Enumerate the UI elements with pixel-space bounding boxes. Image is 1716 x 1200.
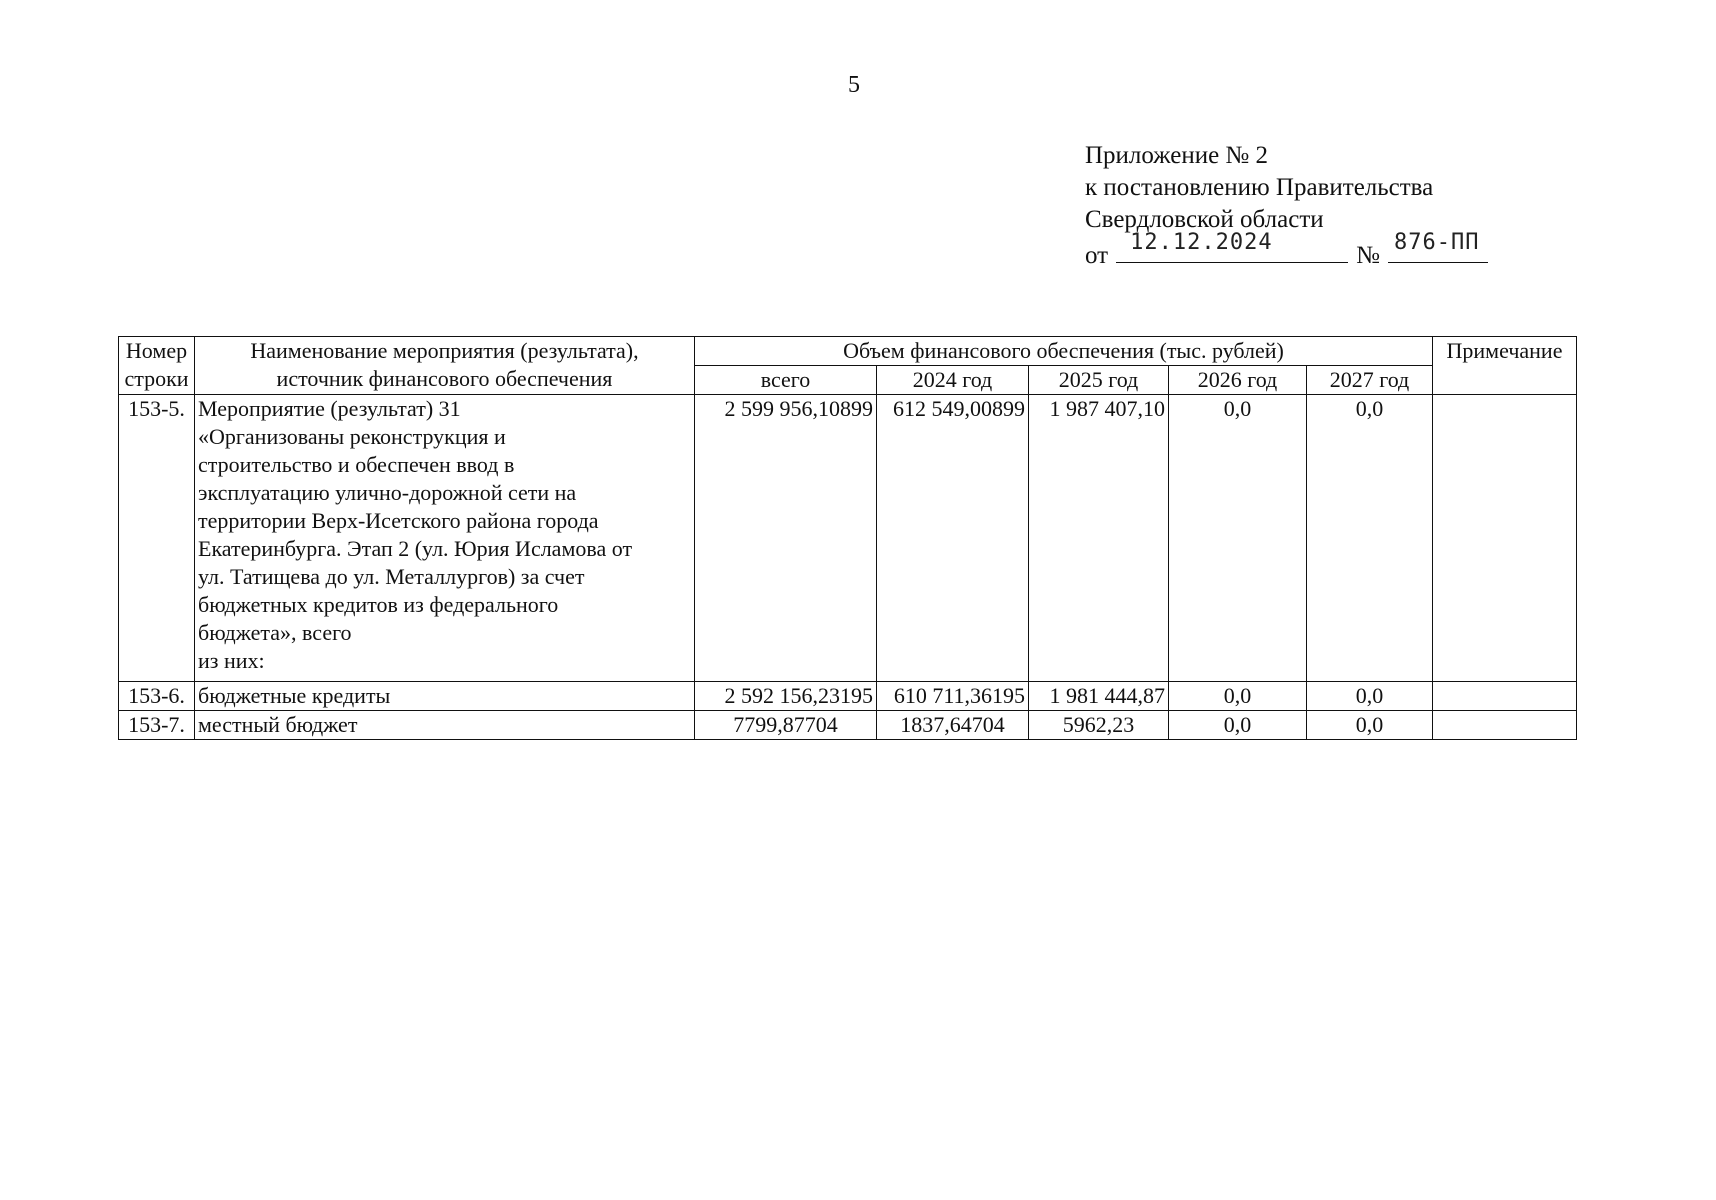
total-cell: 2 599 956,10899 bbox=[695, 395, 877, 682]
appendix-date-number-line bbox=[1085, 230, 1488, 272]
y2024-cell: 612 549,00899 bbox=[877, 395, 1029, 682]
header-2027: 2027 год bbox=[1307, 366, 1433, 395]
table-row bbox=[119, 395, 1577, 682]
name-line: Екатеринбурга. Этап 2 (ул. Юрия Исламова от bbox=[198, 536, 633, 561]
y2025-cell: 5962,23 bbox=[1029, 711, 1169, 740]
name-line: «Организованы реконструкция и bbox=[198, 424, 506, 449]
number-field bbox=[1388, 230, 1488, 263]
appendix-block bbox=[1085, 140, 1488, 272]
row-number-cell: 153-7. bbox=[119, 711, 195, 740]
name-line: из них: bbox=[198, 648, 265, 673]
header-name-line2: источник финансового обеспечения bbox=[276, 366, 613, 391]
y2024-cell: 610 711,36195 bbox=[877, 682, 1029, 711]
table-row bbox=[119, 682, 1577, 711]
number-label: № bbox=[1356, 242, 1380, 269]
header-name-line1: Наименование мероприятия (результата), bbox=[250, 338, 639, 363]
header-row-number bbox=[119, 337, 195, 395]
table-header-row-1 bbox=[119, 337, 1577, 366]
appendix-region-label: Свердловской области bbox=[1085, 206, 1324, 233]
header-row-number-line2: строки bbox=[124, 366, 189, 391]
row-number-cell: 153-6. bbox=[119, 682, 195, 711]
row-name-cell bbox=[195, 395, 695, 682]
from-label: от bbox=[1085, 242, 1109, 269]
y2024-cell: 1837,64704 bbox=[877, 711, 1029, 740]
y2026-cell: 0,0 bbox=[1169, 682, 1307, 711]
y2025-cell: 1 981 444,87 bbox=[1029, 682, 1169, 711]
header-2024: 2024 год bbox=[877, 366, 1029, 395]
date-value: 12.12.2024 bbox=[1130, 230, 1273, 255]
y2027-cell: 0,0 bbox=[1307, 395, 1433, 682]
name-line: ул. Татищева до ул. Металлургов) за счет bbox=[198, 564, 585, 589]
y2027-cell: 0,0 bbox=[1307, 682, 1433, 711]
header-name bbox=[195, 337, 695, 395]
y2026-cell: 0,0 bbox=[1169, 711, 1307, 740]
funding-table bbox=[118, 336, 1577, 740]
y2026-cell: 0,0 bbox=[1169, 395, 1307, 682]
row-number-cell: 153-5. bbox=[119, 395, 195, 682]
note-cell bbox=[1433, 682, 1577, 711]
row-name-cell: бюджетные кредиты bbox=[195, 682, 695, 711]
name-line: бюджета», всего bbox=[198, 620, 352, 645]
y2027-cell: 0,0 bbox=[1307, 711, 1433, 740]
funding-table-container bbox=[118, 336, 1577, 740]
appendix-resolution-label: к постановлению Правительства bbox=[1085, 174, 1434, 201]
number-value: 876-ПП bbox=[1393, 230, 1480, 255]
page-number: 5 bbox=[848, 72, 860, 98]
name-line: эксплуатацию улично-дорожной сети на bbox=[198, 480, 577, 505]
name-line: бюджетных кредитов из федерального bbox=[198, 592, 559, 617]
total-cell: 7799,87704 bbox=[695, 711, 877, 740]
name-line: Мероприятие (результат) 31 bbox=[198, 396, 461, 421]
header-total: всего bbox=[695, 366, 877, 395]
y2025-cell: 1 987 407,10 bbox=[1029, 395, 1169, 682]
header-2026: 2026 год bbox=[1169, 366, 1307, 395]
row-name-cell: местный бюджет bbox=[195, 711, 695, 740]
name-line: территории Верх-Исетского района города bbox=[198, 508, 599, 533]
header-funding-group: Объем финансового обеспечения (тыс. рублей) bbox=[695, 337, 1433, 366]
name-line: строительство и обеспечен ввод в bbox=[198, 452, 515, 477]
note-cell bbox=[1433, 395, 1577, 682]
date-field bbox=[1116, 230, 1348, 263]
appendix-title: Приложение № 2 bbox=[1085, 142, 1269, 169]
total-cell: 2 592 156,23195 bbox=[695, 682, 877, 711]
table-row bbox=[119, 711, 1577, 740]
header-2025: 2025 год bbox=[1029, 366, 1169, 395]
header-note: Примечание bbox=[1433, 337, 1577, 395]
note-cell bbox=[1433, 711, 1577, 740]
header-row-number-line1: Номер bbox=[125, 338, 188, 363]
